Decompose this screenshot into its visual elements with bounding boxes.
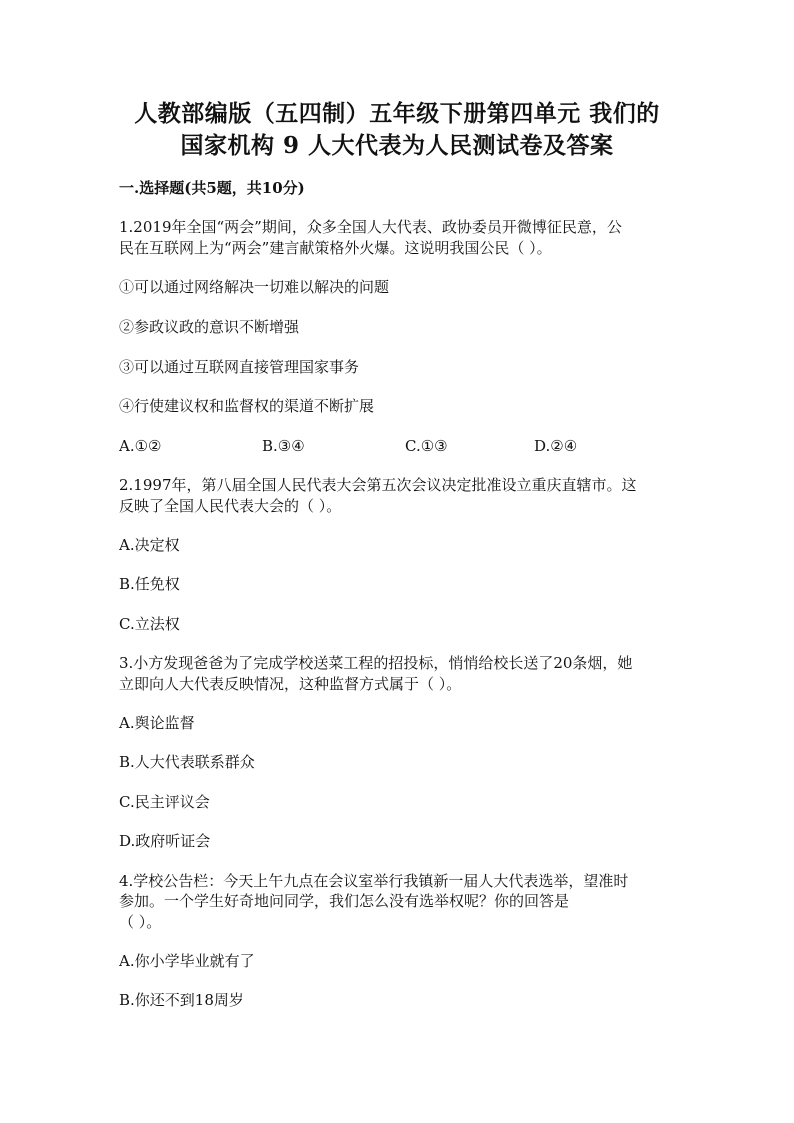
q1-item-3: ③可以通过互联网直接管理国家事务 xyxy=(119,358,360,376)
q1-option-c: C.①③ xyxy=(405,437,448,455)
q3-stem-line-2: 立即向人大代表反映情况，这种监督方式属于（ ）。 xyxy=(119,675,462,693)
q1-option-a: A.①② xyxy=(119,437,162,455)
q4-stem-line-3: （ ）。 xyxy=(119,913,162,931)
q1-stem-line-2: 民在互联网上为“两会”建言献策格外火爆。这说明我国公民（ ）。 xyxy=(119,239,552,257)
q1-option-b: B.③④ xyxy=(262,437,305,455)
q2-option-b: B.任免权 xyxy=(119,575,180,593)
q2-stem-line-1: 2.1997年，第八届全国人民代表大会第五次会议决定批准设立重庆直辖市。这 xyxy=(119,476,637,494)
q4-stem-line-2: 参加。一个学生好奇地问同学，我们怎么没有选举权呢？你的回答是 xyxy=(119,892,570,910)
q2-option-c: C.立法权 xyxy=(119,615,180,633)
document-title-line-1: 人教部编版（五四制）五年级下册第四单元 我们的 xyxy=(134,100,660,127)
q3-option-c: C.民主评议会 xyxy=(119,793,210,811)
q4-stem-line-1: 4.学校公告栏：今天上午九点在会议室举行我镇新一届人大代表选举，望准时 xyxy=(119,872,629,890)
q4-option-b: B.你还不到18周岁 xyxy=(119,991,244,1009)
section-heading: 一.选择题(共5题，共10分) xyxy=(119,179,305,197)
q1-stem-line-1: 1.2019年全国“两会”期间，众多全国人大代表、政协委员开微博征民意，公 xyxy=(119,218,622,236)
q1-option-d: D.②④ xyxy=(534,437,578,455)
document-title-line-2: 国家机构 9 人大代表为人民测试卷及答案 xyxy=(180,132,614,159)
q1-item-1: ①可以通过网络解决一切难以解决的问题 xyxy=(119,278,390,296)
q2-option-a: A.决定权 xyxy=(119,536,180,554)
q3-option-a: A.舆论监督 xyxy=(119,714,195,732)
q1-item-2: ②参政议政的意识不断增强 xyxy=(119,318,300,336)
q3-option-b: B.人大代表联系群众 xyxy=(119,753,255,771)
q1-item-4: ④行使建议权和监督权的渠道不断扩展 xyxy=(119,397,375,415)
q3-stem-line-1: 3.小方发现爸爸为了完成学校送菜工程的招投标，悄悄给校长送了20条烟，她 xyxy=(119,654,633,672)
q3-option-d: D.政府听证会 xyxy=(119,832,211,850)
q2-stem-line-2: 反映了全国人民代表大会的（ ）。 xyxy=(119,497,342,515)
q4-option-a: A.你小学毕业就有了 xyxy=(119,952,255,970)
